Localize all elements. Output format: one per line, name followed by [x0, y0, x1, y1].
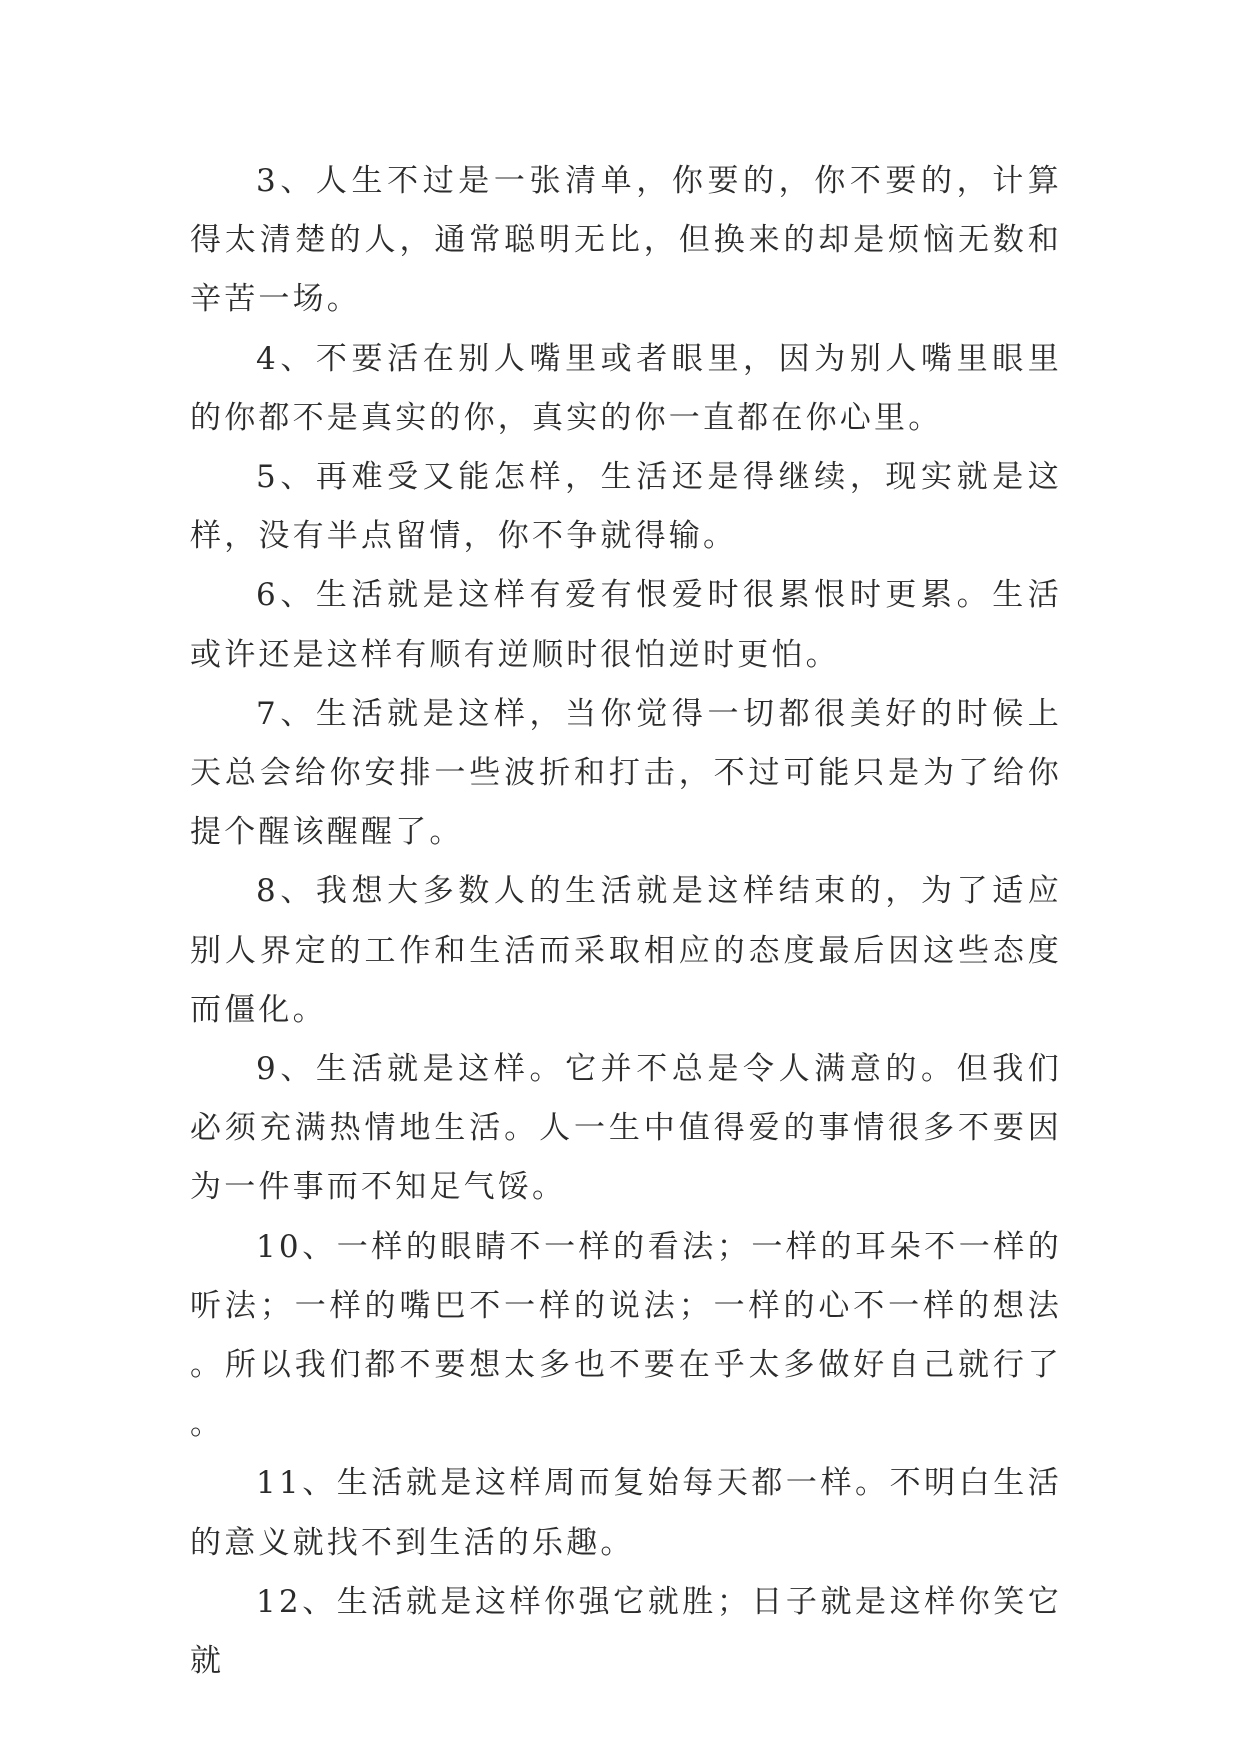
paragraph-8: 8、我想大多数人的生活就是这样结束的，为了适应别人界定的工作和生活而采取相应的态度最后因这些态度而僵化。 — [190, 873, 1062, 1028]
paragraph-10: 10、一样的眼睛不一样的看法；一样的耳朵不一样的听法；一样的嘴巴不一样的说法；一样的心不一样的想法。所以我们都不要想太多也不要在乎太多做好自己就行了。 — [190, 1228, 1062, 1443]
paragraph-9: 9、生活就是这样。它并不总是令人满意的。但我们必须充满热情地生活。人一生中值得爱的事情很多不要因为一件事而不知足气馁。 — [190, 1051, 1062, 1206]
document-body — [190, 152, 1062, 1691]
paragraph-3: 3、人生不过是一张清单，你要的，你不要的，计算得太清楚的人，通常聪明无比，但换来的却是烦恼无数和辛苦一场。 — [190, 163, 1062, 318]
paragraph-11: 11、生活就是这样周而复始每天都一样。不明白生活的意义就找不到生活的乐趣。 — [190, 1465, 1062, 1561]
paragraph-7: 7、生活就是这样，当你觉得一切都很美好的时候上天总会给你安排一些波折和打击，不过可能只是为了给你提个醒该醒醒了。 — [190, 695, 1062, 851]
paragraph-5: 5、再难受又能怎样，生活还是得继续，现实就是这样，没有半点留情，你不争就得输。 — [190, 459, 1062, 555]
paragraph-12: 12、生活就是这样你强它就胜；日子就是这样你笑它就 — [190, 1583, 1062, 1680]
paragraph-4: 4、不要活在别人嘴里或者眼里，因为别人嘴里眼里的你都不是真实的你，真实的你一直都在你心里。 — [190, 340, 1062, 436]
paragraph-6: 6、生活就是这样有爱有恨爱时很累恨时更累。生活或许还是这样有顺有逆顺时很怕逆时更怕。 — [190, 577, 1062, 673]
